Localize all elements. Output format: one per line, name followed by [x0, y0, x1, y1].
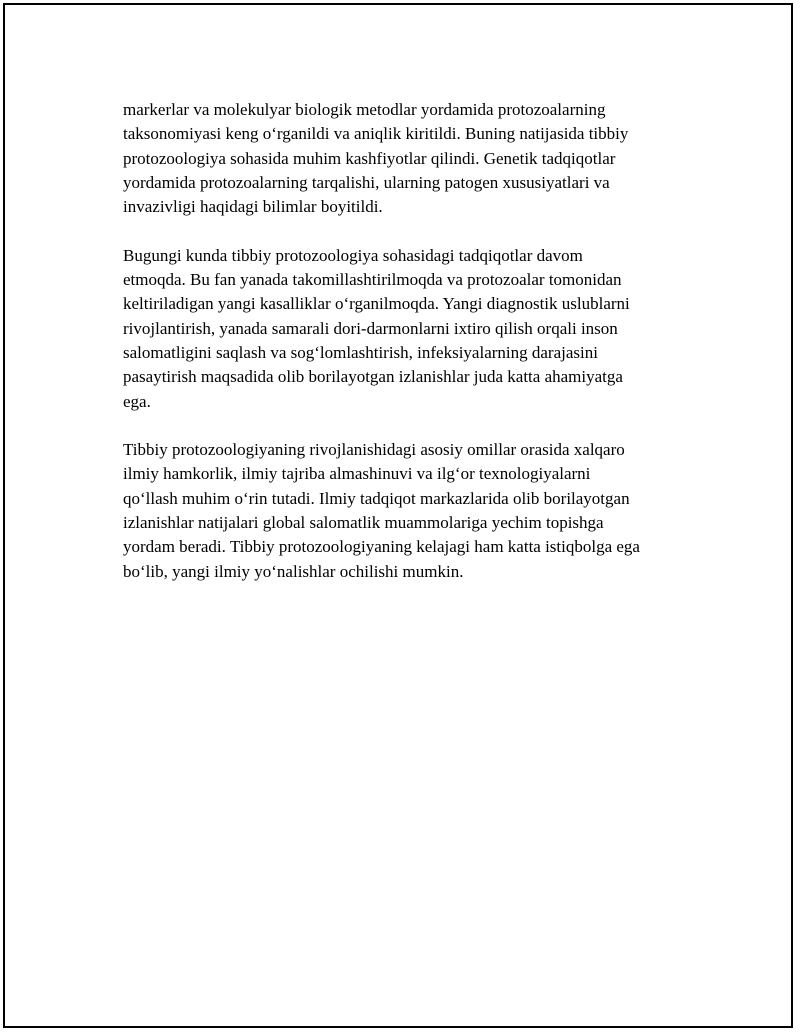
paragraph: Tibbiy protozoologiyaning rivojlanishidagi asosiy omillar orasida xalqaro ilmiy hamkorlik, ilmiy tajriba almashinuvi va ilg‘or texnologiyalarni qo‘llash muhim o‘rin tutadi. Ilmiy tadqiqot markazlarida olib borilayotgan izlanishlar natijalari global salomatlik muammolariga yechim topishga yordam beradi. Tibbiy protozoologiyaning kelajagi ham katta istiqbolga ega bo‘lib, yangi ilmiy yo‘nalishlar ochilishi mumkin. [123, 440, 640, 581]
paragraph: markerlar va molekulyar biologik metodlar yordamida protozoalarning taksonomiyasi keng o‘rganildi va aniqlik kiritildi. Buning natijasida tibbiy protozoologiya sohasida muhim kashfiyotlar qilindi. Genetik tadqiqotlar yordamida protozoalarning tarqalishi, ularning patogen xususiyatlari va invazivligi haqidagi bilimlar boyitildi. [123, 100, 629, 217]
page-frame [3, 3, 793, 1028]
paragraph: Bugungi kunda tibbiy protozoologiya sohasidagi tadqiqotlar davom etmoqda. Bu fan yanada takomillashtirilmoqda va protozoalar tomonidan keltiriladigan yangi kasalliklar o‘rganilmoqda. Yangi diagnostik uslublarni rivojlantirish, yanada samarali dori-darmonlarni ixtiro qilish orqali inson salomatligini saqlash va sog‘lomlashtirish, infeksiyalarning darajasini pasaytirish maqsadida olib borilayotgan izlanishlar juda katta ahamiyatga ega. [123, 245, 630, 411]
document-body [123, 98, 695, 608]
